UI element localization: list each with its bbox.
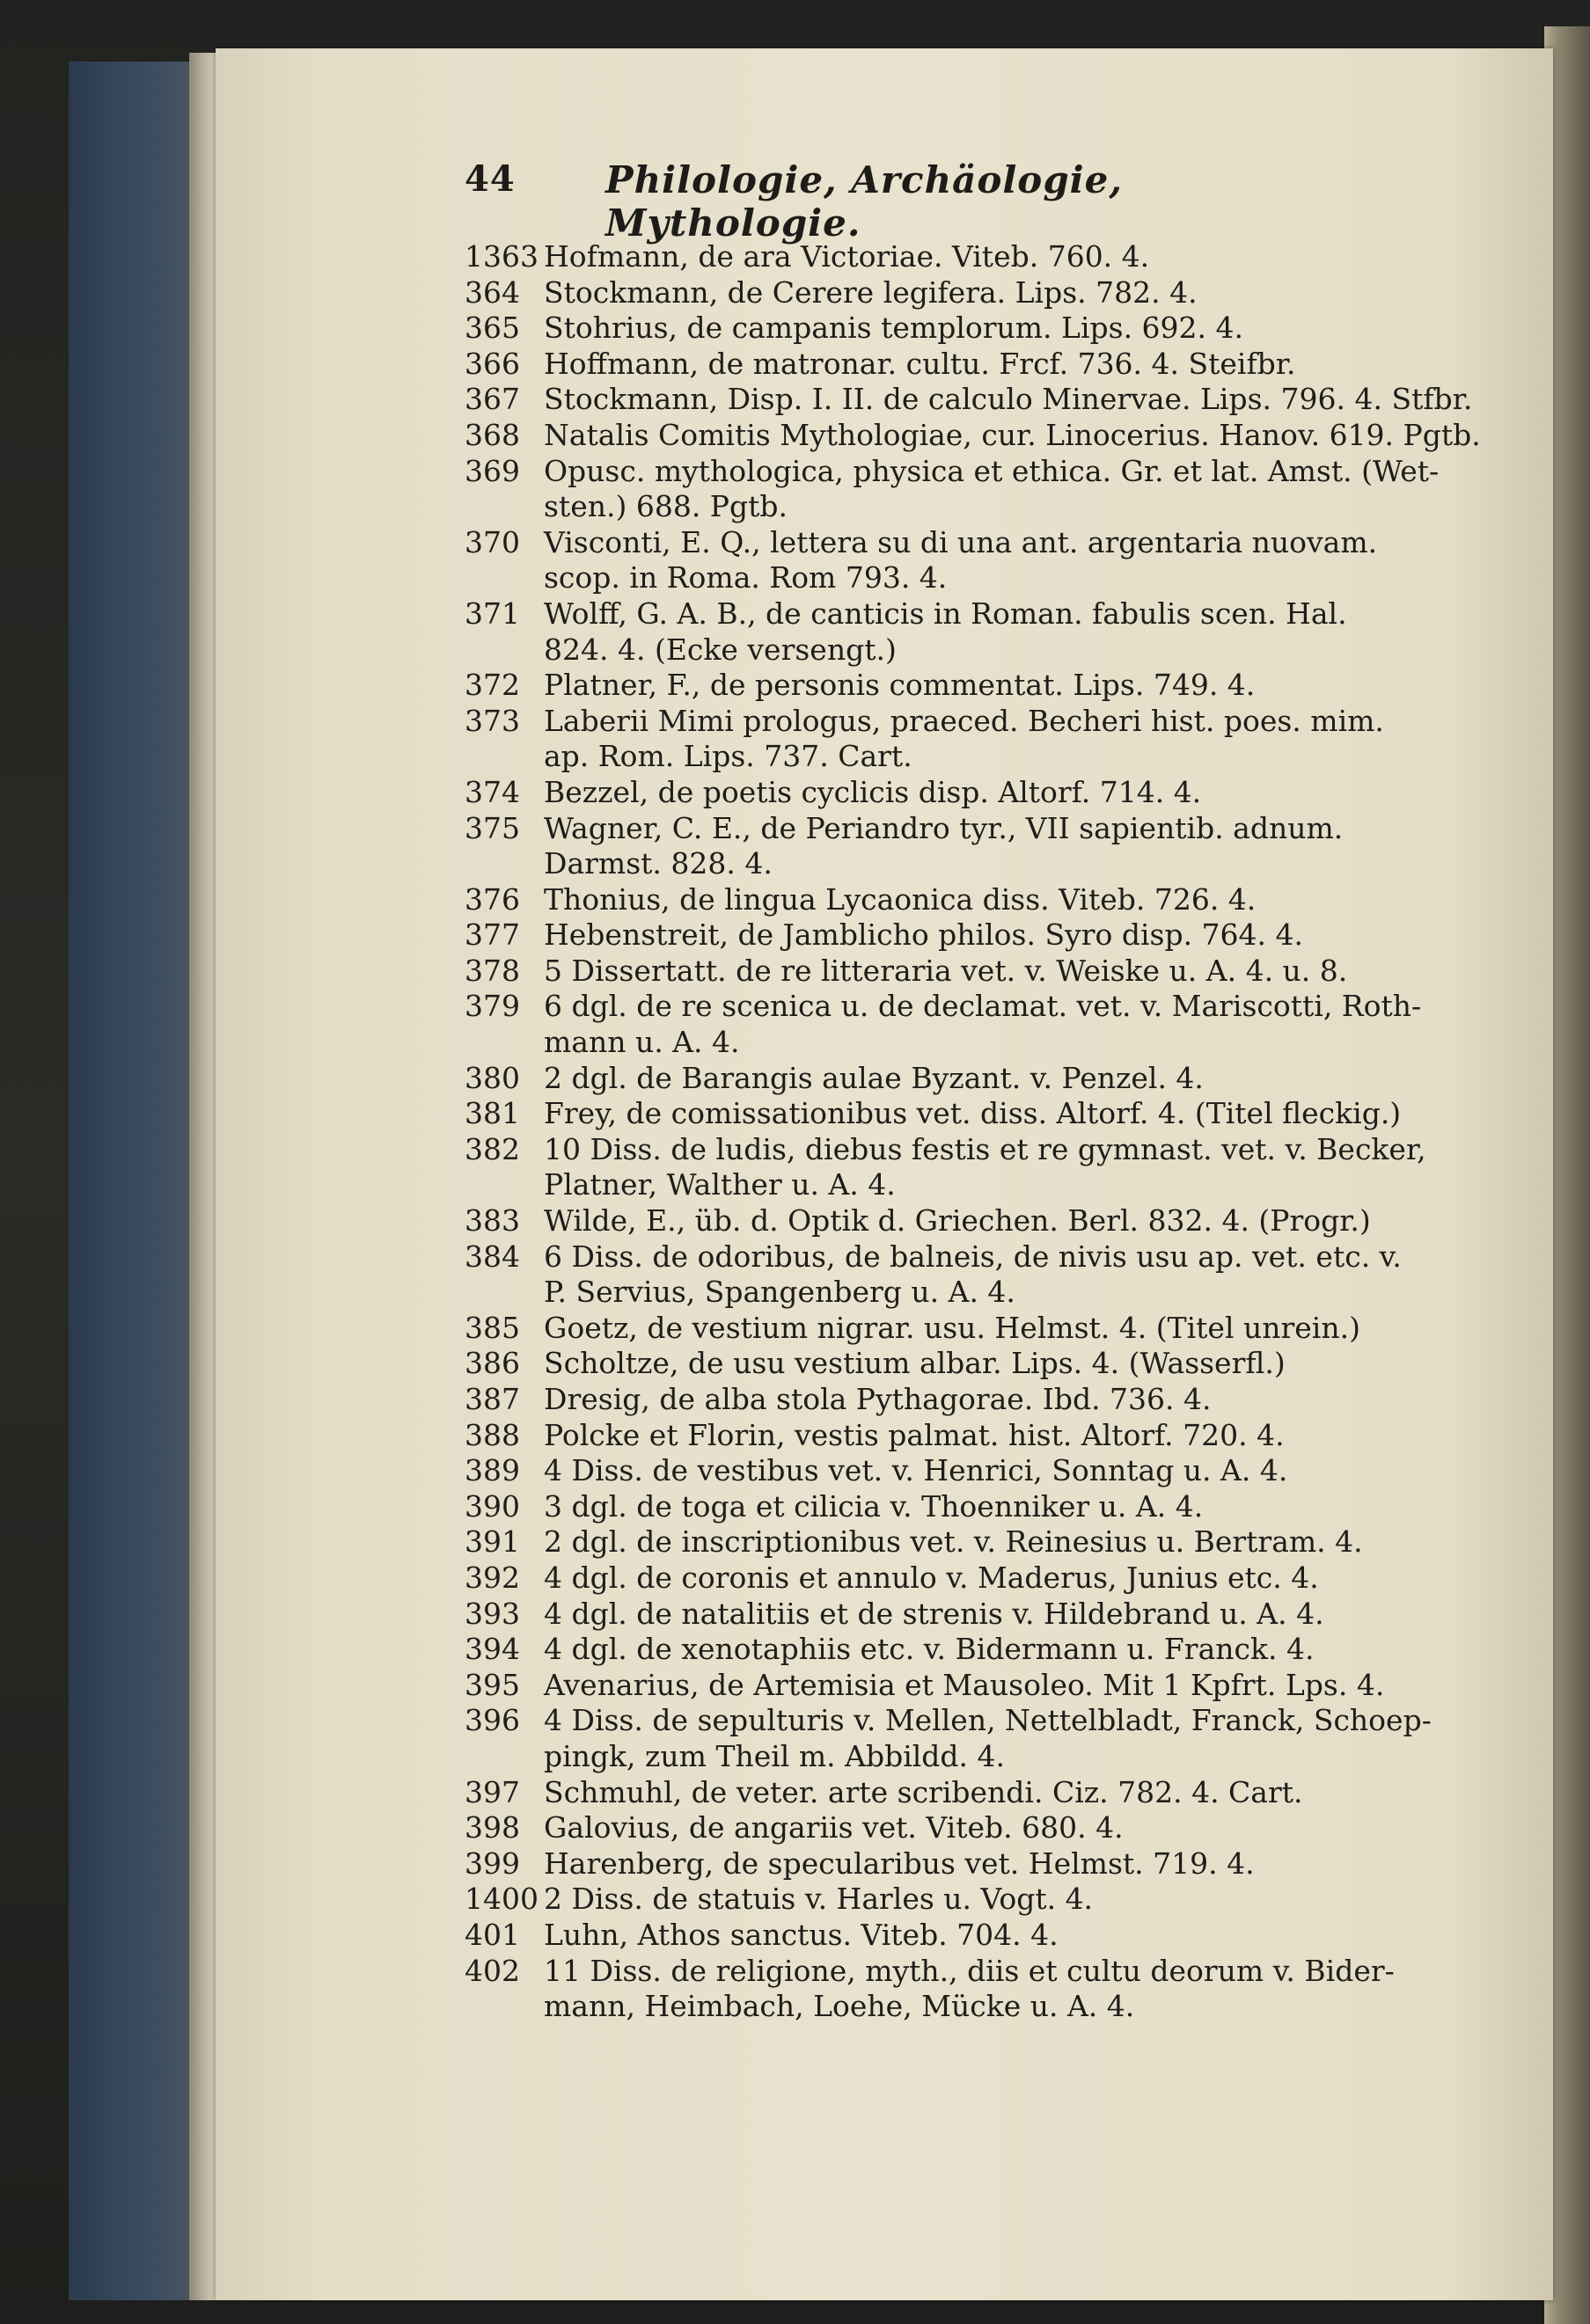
entry-number: 369	[465, 453, 520, 488]
catalogue-entry	[465, 596, 1549, 668]
entry-text: Avenarius, de Artemisia et Mausoleo. Mit 1 Kpfrt. Lps. 4.	[544, 1667, 1385, 1702]
entry-number: 377	[465, 917, 520, 953]
entry-text: Wilde, E., üb. d. Optik d. Griechen. Berl. 832. 4. (Progr.)	[544, 1203, 1371, 1239]
catalogue-entry	[465, 1846, 1549, 1882]
entry-text: 2 dgl. de inscriptionibus vet. v. Reinesius u. Bertram. 4.	[544, 1524, 1363, 1560]
catalogue-entry	[465, 1775, 1549, 1811]
entry-number: 388	[465, 1417, 520, 1452]
entry-number: 383	[465, 1203, 520, 1239]
entry-text: 4 dgl. de natalitiis et de strenis v. Hildebrand u. A. 4.	[544, 1596, 1324, 1631]
catalogue-entry	[465, 1311, 1549, 1347]
catalogue-entry	[465, 668, 1549, 704]
catalogue-entry	[465, 1524, 1549, 1560]
entry-number: 382	[465, 1131, 520, 1166]
entry-text: Galovius, de angariis vet. Viteb. 680. 4.	[544, 1810, 1124, 1845]
entry-number: 372	[465, 668, 520, 703]
catalogue-entry	[465, 275, 1549, 311]
entry-number: 399	[465, 1845, 520, 1881]
entry-number: 367	[465, 382, 520, 417]
entry-number: 384	[465, 1239, 520, 1274]
entry-number: 398	[465, 1810, 520, 1845]
catalogue-entry	[465, 1453, 1549, 1489]
entry-text: Hebenstreit, de Jamblicho philos. Syro disp. 764. 4.	[544, 917, 1303, 953]
entry-text: Natalis Comitis Mythologiae, cur. Linocerius. Hanov. 619. Pgtb.	[544, 417, 1481, 452]
entry-number: 376	[465, 881, 520, 917]
entry-number: 380	[465, 1060, 520, 1095]
page-header	[465, 158, 1345, 245]
entry-text: 10 Diss. de ludis, diebus festis et re gymnast. vet. v. Becker, Platner, Walther u. A. 4.	[544, 1131, 1426, 1202]
entry-text: 3 dgl. de toga et cilicia v. Thoenniker u. A. 4.	[544, 1488, 1204, 1524]
entry-number: 387	[465, 1382, 520, 1416]
entry-number: 395	[465, 1667, 520, 1702]
entry-text: 5 Dissertatt. de re litteraria vet. v. Weiske u. A. 4. u. 8.	[544, 953, 1348, 988]
entry-text: 11 Diss. de religione, myth., diis et cultu deorum v. Bider- mann, Heimbach, Loehe, Mücke u. A. 4.	[544, 1953, 1395, 2024]
catalogue-entry	[465, 1560, 1549, 1597]
entry-text: Scholtze, de usu vestium albar. Lips. 4. (Wasserfl.)	[544, 1346, 1286, 1381]
entry-number: 396	[465, 1703, 520, 1738]
catalogue-entry	[465, 1096, 1549, 1132]
entry-number: 373	[465, 703, 520, 738]
entry-text: Hoffmann, de matronar. cultu. Frcf. 736. 4. Steifbr.	[544, 346, 1296, 381]
catalogue-entry	[465, 454, 1549, 525]
entry-text: 4 Diss. de sepulturis v. Mellen, Nettelbladt, Franck, Schoep- pingk, zum Theil m. Abbildd. 4.	[544, 1703, 1432, 1773]
catalogue-entry	[465, 989, 1549, 1060]
entry-number: 385	[465, 1310, 520, 1345]
entry-text: Stockmann, de Cerere legifera. Lips. 782. 4.	[544, 274, 1198, 310]
entry-text: Schmuhl, de veter. arte scribendi. Ciz. 782. 4. Cart.	[544, 1774, 1303, 1809]
entry-number: 393	[465, 1596, 520, 1631]
catalogue-entry	[465, 1597, 1549, 1633]
entry-number: 394	[465, 1632, 520, 1667]
entry-number: 401	[465, 1917, 520, 1952]
entry-text: 2 Diss. de statuis v. Harles u. Vogt. 4.	[544, 1882, 1094, 1917]
catalogue-entry	[465, 239, 1549, 275]
entry-text: Goetz, de vestium nigrar. usu. Helmst. 4. (Titel unrein.)	[544, 1310, 1360, 1345]
entry-number: 368	[465, 417, 520, 452]
entry-number: 1363	[465, 239, 539, 274]
entry-text: Harenberg, de specularibus vet. Helmst. 719. 4.	[544, 1845, 1255, 1881]
entry-text: Frey, de comissationibus vet. diss. Altorf. 4. (Titel fleckig.)	[544, 1096, 1402, 1131]
catalogue-entry	[465, 1882, 1549, 1918]
entry-text: 4 dgl. de coronis et annulo v. Maderus, Junius etc. 4.	[544, 1560, 1319, 1595]
entry-text: 6 Diss. de odoribus, de balneis, de nivis usu ap. vet. etc. v. P. Servius, Spangenberg u. A. 4.	[544, 1239, 1402, 1310]
catalogue-entry	[465, 1632, 1549, 1668]
entry-number: 364	[465, 274, 520, 310]
catalogue-entry	[465, 347, 1549, 383]
running-head: Philologie, Archäologie, Mythologie.	[605, 158, 1123, 245]
entry-text: Dresig, de alba stola Pythagorae. Ibd. 736. 4.	[544, 1382, 1212, 1416]
catalogue-entry	[465, 704, 1549, 775]
catalogue-entry	[465, 882, 1549, 918]
entry-text: Hofmann, de ara Victoriae. Viteb. 760. 4.	[544, 239, 1150, 274]
catalogue-entry	[465, 1668, 1549, 1704]
entry-text: 4 Diss. de vestibus vet. v. Henrici, Sonntag u. A. 4.	[544, 1453, 1288, 1488]
catalogue-entry	[465, 1954, 1549, 2025]
catalogue-entry	[465, 954, 1549, 990]
catalogue-entry	[465, 1132, 1549, 1203]
entry-text: Bezzel, de poetis cyclicis disp. Altorf. 714. 4.	[544, 774, 1202, 809]
entry-text: Wolff, G. A. B., de canticis in Roman. fabulis scen. Hal. 824. 4. (Ecke versengt.)	[544, 596, 1347, 667]
catalogue-entry	[465, 418, 1549, 454]
entry-text: Visconti, E. Q., lettera su di una ant. argentaria nuovam. scop. in Roma. Rom 793. 4.	[544, 524, 1378, 596]
catalogue-entry	[465, 1203, 1549, 1239]
entry-text: Platner, F., de personis commentat. Lips. 749. 4.	[544, 668, 1256, 703]
catalogue-entry	[465, 811, 1549, 882]
entry-text: 2 dgl. de Barangis aulae Byzant. v. Penzel. 4.	[544, 1060, 1204, 1095]
entry-number: 371	[465, 596, 520, 631]
entry-text: Polcke et Florin, vestis palmat. hist. Altorf. 720. 4.	[544, 1417, 1285, 1452]
entry-number: 389	[465, 1453, 520, 1488]
entry-text: 4 dgl. de xenotaphiis etc. v. Bidermann u. Franck. 4.	[544, 1632, 1315, 1667]
catalogue-entry	[465, 1489, 1549, 1525]
catalogue-entry	[465, 1810, 1549, 1846]
book-binding	[69, 62, 192, 2300]
entry-number: 379	[465, 989, 520, 1024]
catalogue-entry	[465, 1239, 1549, 1311]
entry-number: 375	[465, 810, 520, 845]
entry-number: 381	[465, 1096, 520, 1131]
catalogue-entry	[465, 1918, 1549, 1954]
entry-number: 370	[465, 524, 520, 559]
entry-number: 1400	[465, 1882, 539, 1917]
catalogue-entry	[465, 311, 1549, 347]
entry-text: Luhn, Athos sanctus. Viteb. 704. 4.	[544, 1917, 1059, 1952]
entry-number: 391	[465, 1524, 520, 1560]
entry-text: Opusc. mythologica, physica et ethica. Gr. et lat. Amst. (Wet- sten.) 688. Pgtb.	[544, 453, 1440, 524]
entry-number: 402	[465, 1953, 520, 1988]
catalogue-entries	[465, 239, 1549, 2025]
page-number: 44	[465, 158, 516, 200]
catalogue-entry	[465, 917, 1549, 954]
entry-text: Thonius, de lingua Lycaonica diss. Viteb. 726. 4.	[544, 881, 1257, 917]
catalogue-entry	[465, 1382, 1549, 1418]
catalogue-entry	[465, 525, 1549, 596]
entry-text: Stohrius, de campanis templorum. Lips. 692. 4.	[544, 311, 1243, 346]
entry-number: 397	[465, 1774, 520, 1809]
entry-text: Wagner, C. E., de Periandro tyr., VII sapientib. adnum. Darmst. 828. 4.	[544, 810, 1344, 881]
entry-number: 386	[465, 1346, 520, 1381]
entry-text: 6 dgl. de re scenica u. de declamat. vet. v. Mariscotti, Roth- mann u. A. 4.	[544, 989, 1422, 1060]
entry-text: Stockmann, Disp. I. II. de calculo Minervae. Lips. 796. 4. Stfbr.	[544, 382, 1473, 417]
catalogue-entry	[465, 775, 1549, 811]
entry-number: 374	[465, 774, 520, 809]
entry-text: Laberii Mimi prologus, praeced. Becheri hist. poes. mim. ap. Rom. Lips. 737. Cart.	[544, 703, 1384, 774]
entry-number: 365	[465, 311, 520, 346]
catalogue-entry	[465, 382, 1549, 418]
entry-number: 392	[465, 1560, 520, 1595]
catalogue-entry	[465, 1418, 1549, 1454]
entry-number: 366	[465, 346, 520, 381]
entry-number: 390	[465, 1488, 520, 1524]
catalogue-entry	[465, 1061, 1549, 1097]
catalogue-entry	[465, 1703, 1549, 1774]
entry-number: 378	[465, 953, 520, 988]
catalogue-entry	[465, 1346, 1549, 1382]
